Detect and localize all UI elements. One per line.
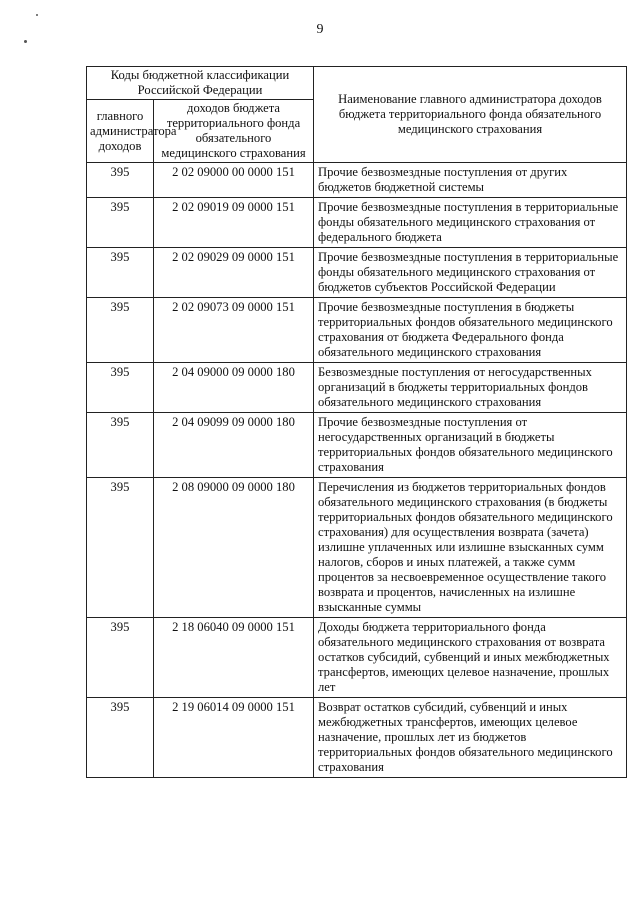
income-name-cell: Безвозмездные поступления от негосударственных организаций в бюджеты территориальных фондов обязательного медицинского страхования [314, 363, 627, 413]
header-codes-group: Коды бюджетной классификации Российской Федерации [87, 67, 314, 100]
income-name-cell: Прочие безвозмездные поступления в территориальные фонды обязательного медицинского страхования от федерального бюджета [314, 198, 627, 248]
income-name-cell: Перечисления из бюджетов территориальных фондов обязательного медицинского страхования (в бюджеты территориальных фондов обязательного медицинского страхования) для осуществления возврата (зачета) излишне уплаченных или излишне взысканных сумм налогов, сборов и иных платежей, а также сумм процентов за несвоевременное осуществление такого возврата и процентов, начисленных на излишне взысканные суммы [314, 478, 627, 618]
table-row [87, 198, 627, 248]
income-name-cell: Прочие безвозмездные поступления от других бюджетов бюджетной системы [314, 163, 627, 198]
income-name-cell: Прочие безвозмездные поступления в бюджеты территориальных фондов обязательного медицинского страхования от бюджета Федерального фонда обязательного медицинского страхования [314, 298, 627, 363]
income-name-cell: Доходы бюджета территориального фонда обязательного медицинского страхования от возврата остатков субсидий, субвенций и иных межбюджетных трансфертов, имеющих целевое назначение, прошлых лет [314, 618, 627, 698]
table-row [87, 618, 627, 698]
header-name-column: Наименование главного администратора доходов бюджета территориального фонда обязательного медицинского страхования [314, 67, 627, 163]
scan-speck [24, 40, 27, 43]
admin-code-cell: 395 [87, 363, 154, 413]
income-name-cell: Прочие безвозмездные поступления в территориальные фонды обязательного медицинского страхования от бюджетов субъектов Российской Федерации [314, 248, 627, 298]
income-code-cell: 2 04 09099 09 0000 180 [154, 413, 314, 478]
income-code-cell: 2 08 09000 09 0000 180 [154, 478, 314, 618]
income-code-cell: 2 02 09000 00 0000 151 [154, 163, 314, 198]
income-code-cell: 2 18 06040 09 0000 151 [154, 618, 314, 698]
table-header-row [87, 67, 627, 100]
page-number: 9 [316, 22, 324, 37]
table-row [87, 298, 627, 363]
table-row [87, 478, 627, 618]
table-row [87, 698, 627, 778]
admin-code-cell: 395 [87, 413, 154, 478]
scan-speck [36, 14, 38, 16]
admin-code-cell: 395 [87, 198, 154, 248]
income-code-cell: 2 04 09000 09 0000 180 [154, 363, 314, 413]
table-row [87, 248, 627, 298]
table-row [87, 413, 627, 478]
income-name-cell: Прочие безвозмездные поступления от негосударственных организаций в бюджеты территориальных фондов обязательного медицинского страхования [314, 413, 627, 478]
admin-code-cell: 395 [87, 478, 154, 618]
income-code-cell: 2 19 06014 09 0000 151 [154, 698, 314, 778]
budget-classification-table [86, 66, 627, 778]
admin-code-cell: 395 [87, 163, 154, 198]
admin-code-cell: 395 [87, 248, 154, 298]
header-income-column: доходов бюджета территориального фонда обязательного медицинского страхования [154, 100, 314, 163]
table-row [87, 163, 627, 198]
admin-code-cell: 395 [87, 698, 154, 778]
header-admin-column: главного администратора доходов [87, 100, 154, 163]
income-code-cell: 2 02 09029 09 0000 151 [154, 248, 314, 298]
admin-code-cell: 395 [87, 618, 154, 698]
admin-code-cell: 395 [87, 298, 154, 363]
income-code-cell: 2 02 09019 09 0000 151 [154, 198, 314, 248]
income-name-cell: Возврат остатков субсидий, субвенций и иных межбюджетных трансфертов, имеющих целевое назначение, прошлых лет из бюджетов территориальных фондов обязательного медицинского страхования [314, 698, 627, 778]
income-code-cell: 2 02 09073 09 0000 151 [154, 298, 314, 363]
table-row [87, 363, 627, 413]
